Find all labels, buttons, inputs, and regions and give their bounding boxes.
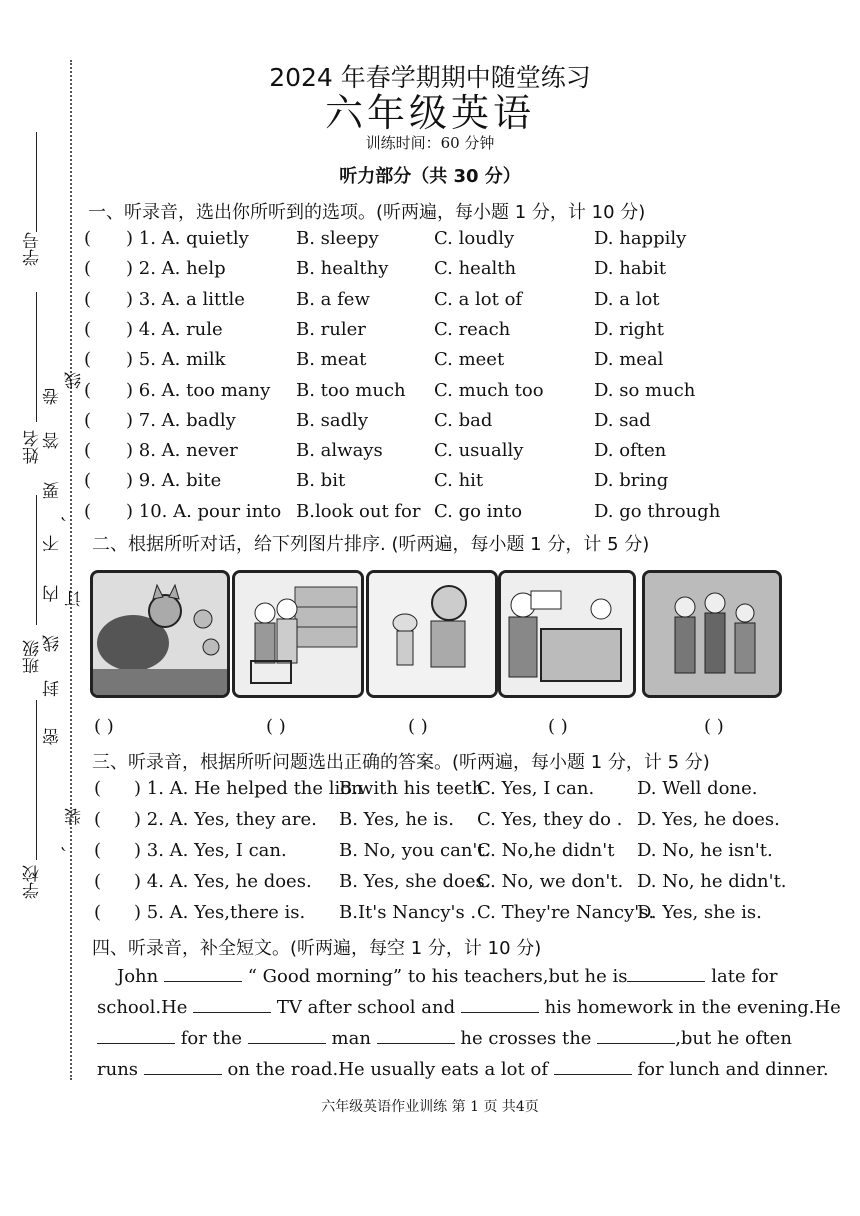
option-c: C. health bbox=[434, 258, 517, 280]
option-c: C. They're Nancy's. bbox=[477, 902, 655, 923]
seal-char: 装 bbox=[65, 808, 85, 825]
picture-boy-and-girl-store bbox=[498, 570, 636, 698]
order-blank-2[interactable]: ( ) bbox=[266, 716, 286, 737]
section4-title: 四、听录音，补全短文。(听两遍，每空 1 分，计 10 分) bbox=[92, 938, 542, 959]
seal-char: 要 bbox=[43, 482, 63, 499]
fill-blank[interactable] bbox=[554, 1060, 632, 1075]
seal-char: 、 bbox=[61, 835, 81, 852]
passage-text: for lunch and dinner. bbox=[637, 1059, 829, 1080]
picture-cat-and-mice bbox=[90, 570, 230, 698]
option-d: D. sad bbox=[594, 409, 651, 431]
option-c: C. bad bbox=[434, 409, 493, 431]
fill-blank[interactable] bbox=[377, 1029, 455, 1044]
name-line bbox=[36, 292, 37, 422]
exam-subtitle: 六年级英语 bbox=[324, 91, 535, 135]
option-d: D. a lot bbox=[594, 288, 660, 310]
option-b: B. Yes, she does. bbox=[339, 871, 491, 892]
passage-text: “ Good morning” to his teachers,but he is bbox=[247, 966, 628, 987]
passage-line-2 bbox=[97, 997, 841, 1018]
fill-blank[interactable] bbox=[248, 1029, 326, 1044]
option-b: B. bit bbox=[296, 470, 346, 492]
page-footer: 六年级英语作业训练 第 1 页 共4页 bbox=[321, 1099, 539, 1115]
option-d: D. No, he isn't. bbox=[637, 840, 773, 861]
fill-blank[interactable] bbox=[97, 1029, 175, 1044]
option-c: C. usually bbox=[434, 440, 524, 462]
option-b: B. sleepy bbox=[296, 228, 379, 249]
option-a: ) 8. A. never bbox=[126, 440, 238, 462]
answer-paren[interactable]: ( bbox=[84, 228, 92, 249]
fill-blank[interactable] bbox=[193, 998, 271, 1013]
seal-char: 答 bbox=[43, 432, 63, 449]
passage-text: late for bbox=[711, 966, 778, 987]
option-c: C. hit bbox=[434, 470, 484, 492]
seal-char: 不 bbox=[43, 535, 63, 552]
option-c: C. No,he didn't bbox=[477, 840, 615, 861]
school-label: 学校 bbox=[23, 865, 43, 899]
option-b: B. Yes, he is. bbox=[339, 809, 455, 830]
seal-char: 卷 bbox=[43, 388, 63, 405]
answer-paren[interactable]: ( bbox=[94, 840, 102, 861]
answer-paren[interactable]: ( bbox=[84, 379, 92, 401]
option-b: B.look out for bbox=[296, 500, 421, 522]
answer-paren[interactable]: ( bbox=[84, 318, 92, 340]
answer-paren[interactable]: ( bbox=[84, 500, 92, 522]
option-b: B.with his teeth bbox=[339, 778, 484, 799]
answer-paren[interactable]: ( bbox=[84, 440, 92, 462]
answer-paren[interactable]: ( bbox=[84, 409, 92, 431]
order-blank-4[interactable]: ( ) bbox=[548, 716, 568, 737]
option-d: D. happily bbox=[594, 228, 687, 249]
option-b: B. always bbox=[296, 440, 383, 462]
answer-paren[interactable]: ( bbox=[94, 902, 102, 923]
option-a: ) 3. A. a little bbox=[126, 288, 245, 310]
passage-text: his homework in the evening.He bbox=[544, 997, 841, 1018]
option-d: D. go through bbox=[594, 500, 721, 522]
passage-text: John bbox=[117, 966, 159, 987]
option-b: B. healthy bbox=[296, 258, 389, 280]
option-d: D. Yes, he does. bbox=[637, 809, 780, 830]
option-c: C. a lot of bbox=[434, 288, 523, 310]
option-b: B. sadly bbox=[296, 409, 369, 431]
option-a: ) 7. A. badly bbox=[126, 409, 236, 431]
answer-paren[interactable]: ( bbox=[94, 809, 102, 830]
seal-char: 订 bbox=[65, 590, 85, 607]
option-c: C. go into bbox=[434, 500, 523, 522]
passage-text: he crosses the bbox=[460, 1028, 592, 1049]
passage-text: school.He bbox=[97, 997, 188, 1018]
order-blank-1[interactable]: ( ) bbox=[94, 716, 114, 737]
seal-char: 封 bbox=[43, 680, 63, 697]
option-a: ) 10. A. pour into bbox=[126, 500, 282, 522]
option-a: ) 2. A. Yes, they are. bbox=[134, 809, 317, 830]
option-a: ) 4. A. rule bbox=[126, 318, 223, 340]
option-b: B. No, you can't. bbox=[339, 840, 491, 861]
section3-title: 三、听录音，根据所听问题选出正确的答案。(听两遍，每小题 1 分，计 5 分) bbox=[92, 752, 710, 773]
passage-line-1 bbox=[117, 966, 777, 987]
name-label: 姓名 bbox=[23, 430, 43, 464]
option-d: D. right bbox=[594, 318, 664, 340]
section1-title: 一、听录音，选出你所听到的选项。(听两遍，每小题 1 分，计 10 分) bbox=[88, 202, 646, 223]
part-title: 听力部分（共 30 分） bbox=[339, 166, 521, 187]
passage-text: ,but he often bbox=[675, 1028, 792, 1049]
option-c: C. loudly bbox=[434, 228, 515, 249]
option-d: D. meal bbox=[594, 349, 664, 371]
exam-time: 训练时间：60 分钟 bbox=[365, 134, 495, 152]
fill-blank[interactable] bbox=[597, 1029, 675, 1044]
seal-char: 内 bbox=[43, 585, 63, 602]
option-a: ) 3. A. Yes, I can. bbox=[134, 840, 287, 861]
passage-text: TV after school and bbox=[276, 997, 456, 1018]
binding-dotted-line bbox=[70, 60, 72, 1080]
order-blank-3[interactable]: ( ) bbox=[408, 716, 428, 737]
passage-text: runs bbox=[97, 1059, 139, 1080]
answer-paren[interactable]: ( bbox=[84, 258, 92, 280]
picture-cat-gives-mouse bbox=[366, 570, 498, 698]
seal-char: 、 bbox=[61, 505, 81, 522]
option-d: D. Yes, she is. bbox=[637, 902, 762, 923]
option-a: ) 5. A. Yes,there is. bbox=[134, 902, 306, 923]
option-c: C. reach bbox=[434, 318, 511, 340]
option-a: ) 1. A. quietly bbox=[126, 228, 249, 249]
option-d: D. often bbox=[594, 440, 667, 462]
option-b: B. meat bbox=[296, 349, 367, 371]
option-c: C. No, we don't. bbox=[477, 871, 624, 892]
option-d: D. Well done. bbox=[637, 778, 758, 799]
seal-char: 线 bbox=[65, 372, 85, 389]
seal-char: 密 bbox=[43, 728, 63, 745]
option-b: B. too much bbox=[296, 379, 406, 401]
option-a: ) 4. A. Yes, he does. bbox=[134, 871, 312, 892]
school-line bbox=[36, 700, 37, 860]
option-d: D. No, he didn't. bbox=[637, 871, 787, 892]
passage-line-4 bbox=[97, 1059, 829, 1080]
passage-line-3 bbox=[97, 1028, 792, 1049]
option-b: B. ruler bbox=[296, 318, 366, 340]
answer-paren[interactable]: ( bbox=[84, 470, 92, 492]
option-b: B.It's Nancy's . bbox=[339, 902, 477, 923]
picture-shopping-supermarket bbox=[232, 570, 364, 698]
option-a: ) 1. A. He helped the lion bbox=[134, 778, 363, 799]
fill-blank[interactable] bbox=[627, 967, 705, 982]
fill-blank[interactable] bbox=[164, 967, 242, 982]
class-label: 班级 bbox=[23, 640, 43, 674]
answer-paren[interactable]: ( bbox=[94, 871, 102, 892]
option-c: C. much too bbox=[434, 379, 544, 401]
answer-paren[interactable]: ( bbox=[84, 288, 92, 310]
option-a: ) 9. A. bite bbox=[126, 470, 222, 492]
class-line bbox=[36, 495, 37, 625]
seal-char: 线 bbox=[43, 635, 63, 652]
answer-paren[interactable]: ( bbox=[84, 349, 92, 371]
option-a: ) 2. A. help bbox=[126, 258, 226, 280]
fill-blank[interactable] bbox=[461, 998, 539, 1013]
passage-text: man bbox=[331, 1028, 371, 1049]
student-id-label: 学号 bbox=[23, 232, 43, 266]
option-a: ) 6. A. too many bbox=[126, 379, 271, 401]
passage-text: for the bbox=[180, 1028, 243, 1049]
exam-title: 2024 年春学期期中随堂练习 bbox=[269, 63, 591, 92]
option-c: C. meet bbox=[434, 349, 505, 371]
section2-title: 二、根据所听对话，给下列图片排序. (听两遍，每小题 1 分，计 5 分) bbox=[92, 534, 650, 555]
fill-blank[interactable] bbox=[144, 1060, 222, 1075]
answer-paren[interactable]: ( bbox=[94, 778, 102, 799]
option-a: ) 5. A. milk bbox=[126, 349, 226, 371]
option-d: D. bring bbox=[594, 470, 669, 492]
passage-text: on the road.He usually eats a lot of bbox=[227, 1059, 548, 1080]
option-d: D. habit bbox=[594, 258, 667, 280]
option-c: C. Yes, I can. bbox=[477, 778, 595, 799]
option-c: C. Yes, they do . bbox=[477, 809, 623, 830]
option-b: B. a few bbox=[296, 288, 370, 310]
picture-hikers-forest bbox=[642, 570, 782, 698]
order-blank-5[interactable]: ( ) bbox=[704, 716, 724, 737]
option-d: D. so much bbox=[594, 379, 696, 401]
